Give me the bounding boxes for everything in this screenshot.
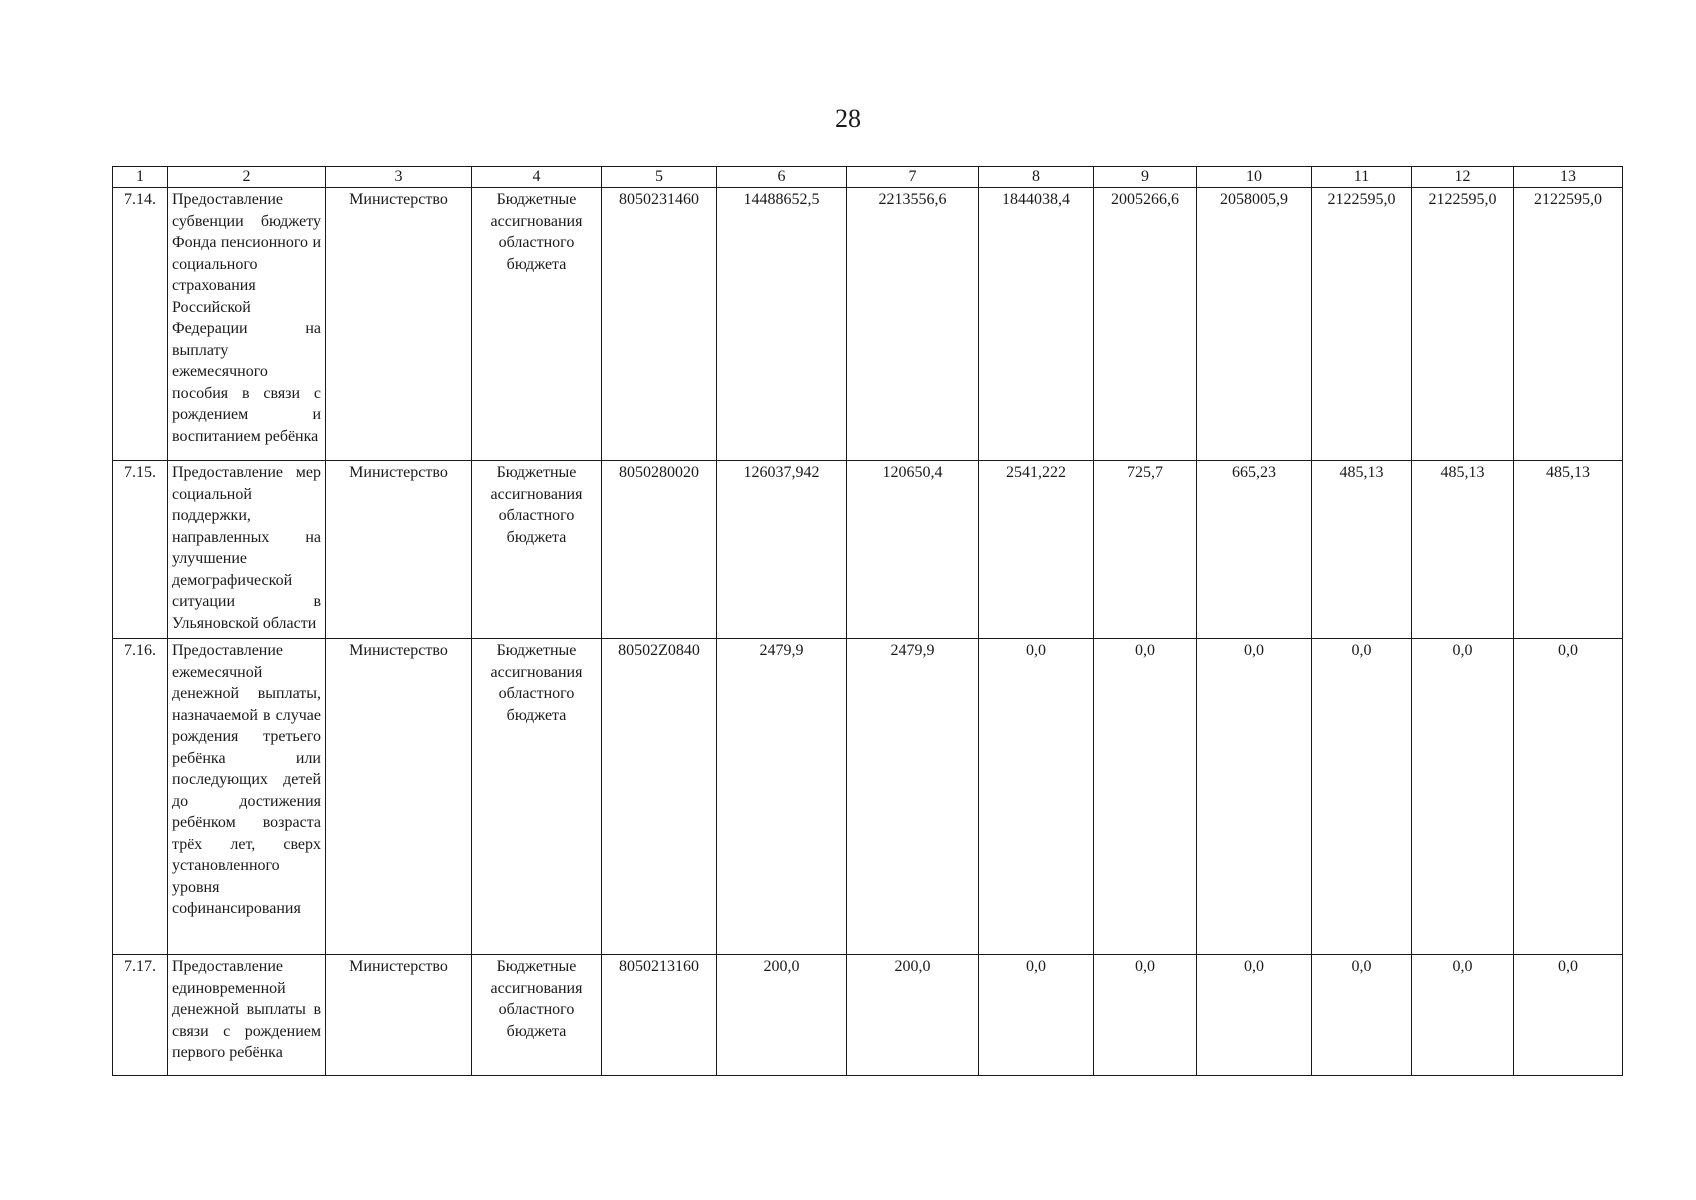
measure-name: Предоставление субвенции бюджету Фонда пенсионного и социального страхования Российской Федерации на выплату ежемесячного пособия в связи с рождением и воспитанием ребёнка [168,188,326,461]
executor: Министерство [326,188,472,461]
table-row [113,955,1623,1076]
value-cell: 1844038,4 [979,188,1094,461]
column-header: 9 [1094,167,1197,188]
executor: Министерство [326,955,472,1076]
table-row [113,461,1623,639]
column-header: 1 [113,167,168,188]
funding-source: Бюджетные ассигнования областного бюджета [472,639,602,955]
table-header-row [113,167,1623,188]
executor: Министерство [326,639,472,955]
value-cell: 0,0 [1094,955,1197,1076]
row-number: 7.17. [113,955,168,1076]
budget-code: 80502Z0840 [602,639,717,955]
value-cell: 0,0 [1312,639,1412,955]
value-cell: 0,0 [1094,639,1197,955]
value-cell: 725,7 [1094,461,1197,639]
value-cell: 0,0 [1197,955,1312,1076]
column-header: 11 [1312,167,1412,188]
value-cell: 2541,222 [979,461,1094,639]
budget-code: 8050213160 [602,955,717,1076]
column-header: 6 [717,167,847,188]
value-cell: 0,0 [1514,639,1623,955]
column-header: 4 [472,167,602,188]
column-header: 12 [1412,167,1514,188]
value-cell: 485,13 [1312,461,1412,639]
budget-code: 8050231460 [602,188,717,461]
value-cell: 2122595,0 [1312,188,1412,461]
column-header: 3 [326,167,472,188]
value-cell: 0,0 [979,955,1094,1076]
funding-source: Бюджетные ассигнования областного бюджета [472,461,602,639]
measure-name: Предоставление мер социальной поддержки, направленных на улучшение демографической ситуации в Ульяновской области [168,461,326,639]
column-header: 10 [1197,167,1312,188]
value-cell: 2122595,0 [1514,188,1623,461]
value-cell: 2479,9 [847,639,979,955]
value-cell: 2005266,6 [1094,188,1197,461]
value-cell: 2122595,0 [1412,188,1514,461]
value-cell: 485,13 [1514,461,1623,639]
column-header: 5 [602,167,717,188]
value-cell: 2213556,6 [847,188,979,461]
executor: Министерство [326,461,472,639]
row-number: 7.16. [113,639,168,955]
column-header: 8 [979,167,1094,188]
value-cell: 2479,9 [717,639,847,955]
measure-name: Предоставление ежемесячной денежной выплаты, назначаемой в случае рождения третьего ребёнка или последующих детей до достижения ребёнком возраста трёх лет, сверх установленного уровня софинансирования [168,639,326,955]
value-cell: 120650,4 [847,461,979,639]
measure-name: Предоставление единовременной денежной выплаты в связи с рождением первого ребёнка [168,955,326,1076]
value-cell: 0,0 [1197,639,1312,955]
column-header: 7 [847,167,979,188]
value-cell: 14488652,5 [717,188,847,461]
table-row [113,639,1623,955]
column-header: 13 [1514,167,1623,188]
funding-source: Бюджетные ассигнования областного бюджета [472,955,602,1076]
value-cell: 0,0 [1514,955,1623,1076]
value-cell: 2058005,9 [1197,188,1312,461]
value-cell: 665,23 [1197,461,1312,639]
value-cell: 126037,942 [717,461,847,639]
funding-source: Бюджетные ассигнования областного бюджета [472,188,602,461]
value-cell: 200,0 [847,955,979,1076]
row-number: 7.15. [113,461,168,639]
budget-code: 8050280020 [602,461,717,639]
budget-table [112,166,1623,1076]
page-number: 28 [835,104,861,133]
row-number: 7.14. [113,188,168,461]
column-header: 2 [168,167,326,188]
table-row [113,188,1623,461]
value-cell: 0,0 [979,639,1094,955]
value-cell: 0,0 [1312,955,1412,1076]
value-cell: 0,0 [1412,955,1514,1076]
value-cell: 485,13 [1412,461,1514,639]
value-cell: 0,0 [1412,639,1514,955]
value-cell: 200,0 [717,955,847,1076]
